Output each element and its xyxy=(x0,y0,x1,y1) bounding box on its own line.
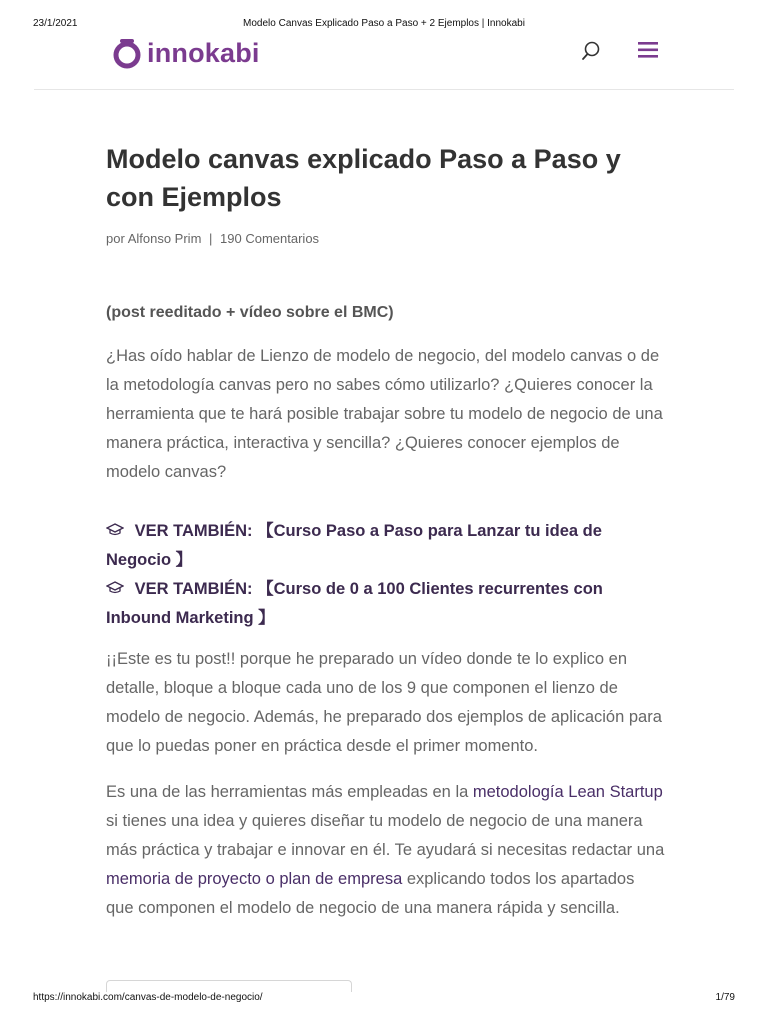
lean-startup-link[interactable]: metodología Lean Startup xyxy=(472,783,663,801)
print-header xyxy=(0,18,768,32)
para-text: Es una de las herramientas más empleadas en la xyxy=(106,783,473,801)
see-also-item xyxy=(106,575,666,633)
article-title: Modelo canvas explicado Paso a Paso y con Ejemplos xyxy=(106,144,621,212)
see-also-label: VER TAMBIÉN: xyxy=(134,522,253,540)
print-footer xyxy=(0,992,768,1006)
author-link[interactable]: Alfonso Prim xyxy=(127,231,202,246)
lean-startup-paragraph xyxy=(106,778,666,923)
article-meta xyxy=(106,231,666,246)
print-date: 23/1/2021 xyxy=(33,18,78,29)
print-document-title: Modelo Canvas Explicado Paso a Paso + 2 Ejemplos | Innokabi xyxy=(243,18,525,29)
logo-text: innokabi xyxy=(147,38,260,68)
innokabi-logo-icon xyxy=(111,37,143,69)
intro-paragraph: ¿Has oído hablar de Lienzo de modelo de negocio, del modelo canvas o de la metodología canvas pero no sabes cómo utilizarlo? ¿Quieres conocer la herramienta que te hará posible trabajar sobre tu modelo de negocio de una manera práctica, interactiva y sencilla? ¿Quieres conocer ejemplos de modelo canvas? xyxy=(106,347,663,481)
meta-separator: | xyxy=(209,231,213,246)
search-button[interactable] xyxy=(580,39,602,63)
print-page-number: 1/79 xyxy=(715,992,735,1003)
graduation-cap-icon xyxy=(106,523,124,537)
para-text: si tienes una idea y quieres diseñar tu modelo de negocio de una manera más práctica y trabajar e innovar en él. Te ayudará si necesitas redactar una xyxy=(106,812,665,859)
post-note: (post reeditado + vídeo sobre el BMC) xyxy=(106,304,394,321)
site-header xyxy=(0,34,768,90)
see-also-block xyxy=(106,517,666,633)
search-icon xyxy=(580,39,602,63)
see-also-item xyxy=(106,517,666,575)
article xyxy=(106,140,666,923)
print-url: https://innokabi.com/canvas-de-modelo-de-negocio/ xyxy=(33,992,263,1003)
site-logo[interactable] xyxy=(111,37,260,69)
hamburger-menu-icon xyxy=(636,40,660,60)
see-also-link-curso-clientes[interactable]: 【Curso de 0 a 100 Clientes recurrentes con Inbound Marketing 】 xyxy=(106,580,603,627)
para-text: explicando todos los apartados que componen el modelo de negocio de una manera rápida y sencilla. xyxy=(106,870,635,917)
graduation-cap-icon xyxy=(106,581,124,595)
meta-prefix: por xyxy=(106,231,125,246)
hamburger-menu-button[interactable] xyxy=(636,40,660,60)
see-also-label: VER TAMBIÉN: xyxy=(134,580,253,598)
see-also-link-curso-lanzar-idea[interactable]: 【Curso Paso a Paso para Lanzar tu idea de Negocio 】 xyxy=(106,522,602,569)
comments-link[interactable]: 190 Comentarios xyxy=(220,231,320,246)
header-divider xyxy=(34,89,734,90)
business-plan-link[interactable]: memoria de proyecto o plan de empresa xyxy=(106,870,403,888)
video-intro-paragraph: ¡¡Este es tu post!! porque he preparado un vídeo donde te lo explico en detalle, bloque a bloque cada uno de los 9 que componen el lienzo de modelo de negocio. Además, he preparado dos ejemplos de aplicación para que lo puedas poner en práctica desde el primer momento. xyxy=(106,650,662,755)
